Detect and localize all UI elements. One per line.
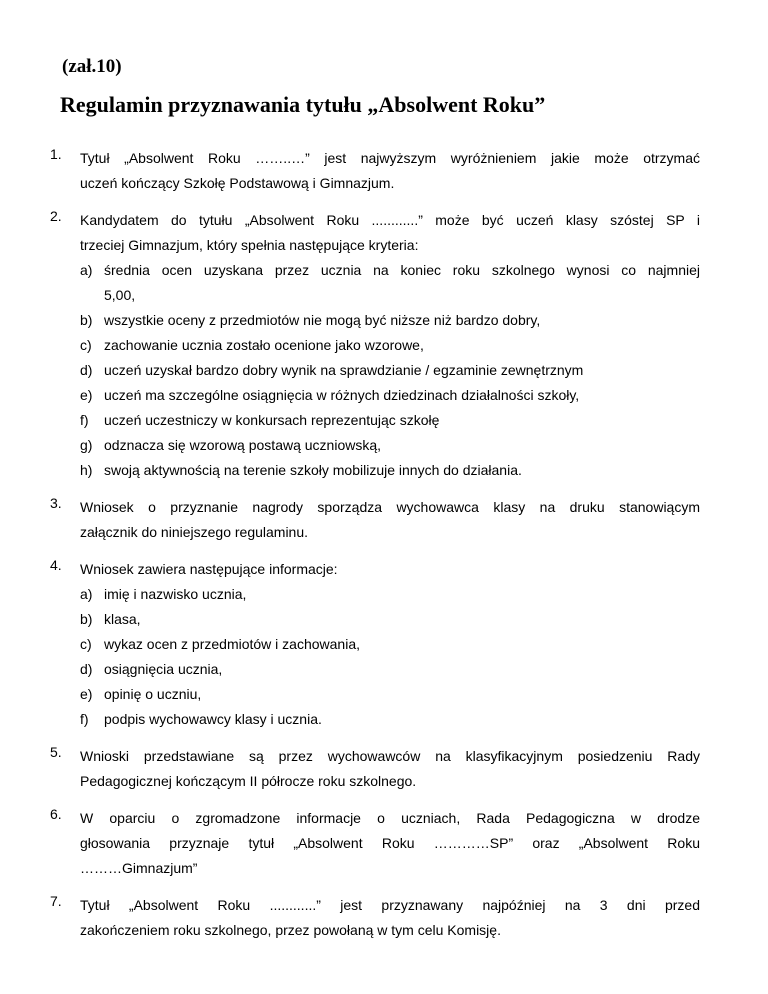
item-text-line: załącznik do niniejszego regulaminu. bbox=[80, 524, 309, 540]
sub-item-letter: a) bbox=[80, 586, 93, 602]
sub-item-body bbox=[104, 258, 700, 308]
sub-item-body bbox=[104, 383, 700, 408]
sub-item-letter: g) bbox=[80, 437, 93, 453]
list-item bbox=[50, 146, 700, 196]
sub-item-letter: e) bbox=[80, 686, 93, 702]
sub-item-body bbox=[104, 607, 700, 632]
sub-item-letter: b) bbox=[80, 611, 93, 627]
sub-item-text-line: średnia ocen uzyskana przez ucznia na koniec roku szkolnego wynosi co najmniej bbox=[104, 262, 700, 278]
sub-item bbox=[80, 308, 700, 333]
sub-item-letter: c) bbox=[80, 337, 92, 353]
sub-item-text-line: uczeń uczestniczy w konkursach reprezentując szkołę bbox=[104, 412, 440, 428]
item-text-line: Tytuł „Absolwent Roku ……..…” jest najwyższym wyróżnieniem jakie może otrzymać bbox=[80, 150, 700, 166]
list-item bbox=[50, 806, 700, 881]
sub-item bbox=[80, 682, 700, 707]
sub-item-letter: h) bbox=[80, 462, 93, 478]
list-item bbox=[50, 495, 700, 545]
sub-item-body bbox=[104, 358, 700, 383]
sub-item bbox=[80, 582, 700, 607]
sub-item-text-line: opinię o uczniu, bbox=[104, 686, 202, 702]
item-text-line: Wniosek o przyznanie nagrody sporządza wychowawca klasy na druku stanowiącym bbox=[80, 499, 700, 515]
sub-item-letter: b) bbox=[80, 312, 93, 328]
sub-item-text-line: zachowanie ucznia zostało ocenione jako wzorowe, bbox=[104, 337, 424, 353]
item-body bbox=[80, 208, 700, 483]
sub-item-body bbox=[104, 308, 700, 333]
sub-item-letter: f) bbox=[80, 711, 89, 727]
sub-item-text-line: uczeń ma szczególne osiągnięcia w różnych dziedzinach działalności szkoły, bbox=[104, 387, 580, 403]
item-text-line: Pedagogicznej kończącym II półrocze roku szkolnego. bbox=[80, 773, 417, 789]
document-title: Regulamin przyznawania tytułu „Absolwent Roku” bbox=[60, 92, 546, 117]
item-body bbox=[80, 146, 700, 196]
sub-item-letter: e) bbox=[80, 387, 93, 403]
sub-item bbox=[80, 458, 700, 483]
item-number: 5. bbox=[50, 744, 62, 760]
list-item bbox=[50, 557, 700, 732]
list-item bbox=[50, 744, 700, 794]
sub-item-body bbox=[104, 632, 700, 657]
sub-item bbox=[80, 607, 700, 632]
sub-item-text-line: swoją aktywnością na terenie szkoły mobilizuje innych do działania. bbox=[104, 462, 522, 478]
sub-item-body bbox=[104, 582, 700, 607]
sub-item-text-line: podpis wychowawcy klasy i ucznia. bbox=[104, 711, 322, 727]
item-text-line: zakończeniem roku szkolnego, przez powołaną w tym celu Komisję. bbox=[80, 922, 501, 938]
sub-item-text-line: imię i nazwisko ucznia, bbox=[104, 586, 247, 602]
item-text-line: Tytuł „Absolwent Roku ............” jest przyznawany najpóźniej na 3 dni przed bbox=[80, 897, 700, 913]
item-number: 2. bbox=[50, 208, 62, 224]
regulation-list bbox=[50, 146, 700, 955]
sub-item-body bbox=[104, 458, 700, 483]
item-body bbox=[80, 557, 700, 732]
sub-item-letter: d) bbox=[80, 661, 93, 677]
item-number: 7. bbox=[50, 893, 62, 909]
item-body bbox=[80, 744, 700, 794]
item-text-line: W oparciu o zgromadzone informacje o uczniach, Rada Pedagogiczna w drodze bbox=[80, 810, 700, 826]
sub-item-body bbox=[104, 408, 700, 433]
item-number: 6. bbox=[50, 806, 62, 822]
sub-item bbox=[80, 333, 700, 358]
sub-item-text-line: wszystkie oceny z przedmiotów nie mogą być niższe niż bardzo dobry, bbox=[104, 312, 541, 328]
item-body bbox=[80, 806, 700, 881]
item-number: 1. bbox=[50, 146, 62, 162]
item-text-line: Wniosek zawiera następujące informacje: bbox=[80, 561, 338, 577]
sub-item bbox=[80, 258, 700, 308]
item-text-line: Wnioski przedstawiane są przez wychowawców na klasyfikacyjnym posiedzeniu Rady bbox=[80, 748, 700, 764]
sub-item-letter: f) bbox=[80, 412, 89, 428]
item-text-line: ………Gimnazjum” bbox=[80, 860, 198, 876]
sub-item bbox=[80, 657, 700, 682]
sub-item bbox=[80, 632, 700, 657]
sub-item-body bbox=[104, 707, 700, 732]
sub-item-letter: d) bbox=[80, 362, 93, 378]
sub-item bbox=[80, 707, 700, 732]
sub-item-text-line: odznacza się wzorową postawą uczniowską, bbox=[104, 437, 382, 453]
sub-item-text-line: 5,00, bbox=[104, 287, 136, 303]
sub-item bbox=[80, 408, 700, 433]
sub-item-body bbox=[104, 682, 700, 707]
item-text-line: trzeciej Gimnazjum, który spełnia następujące kryteria: bbox=[80, 237, 419, 253]
sub-item bbox=[80, 358, 700, 383]
sub-item-text-line: klasa, bbox=[104, 611, 141, 627]
item-body bbox=[80, 495, 700, 545]
item-text-line: uczeń kończący Szkołę Podstawową i Gimnazjum. bbox=[80, 175, 395, 191]
item-body bbox=[80, 893, 700, 943]
sub-item-text-line: uczeń uzyskał bardzo dobry wynik na sprawdzianie / egzaminie zewnętrznym bbox=[104, 362, 584, 378]
sub-item bbox=[80, 433, 700, 458]
attachment-label: (zał.10) bbox=[62, 56, 122, 77]
sub-item-body bbox=[104, 657, 700, 682]
sub-item-body bbox=[104, 333, 700, 358]
item-text-line: Kandydatem do tytułu „Absolwent Roku ............” może być uczeń klasy szóstej SP i bbox=[80, 212, 700, 228]
item-number: 4. bbox=[50, 557, 62, 573]
sub-item bbox=[80, 383, 700, 408]
sub-item-letter: c) bbox=[80, 636, 92, 652]
list-item bbox=[50, 208, 700, 483]
sub-item-text-line: wykaz ocen z przedmiotów i zachowania, bbox=[104, 636, 361, 652]
item-number: 3. bbox=[50, 495, 62, 511]
sub-item-letter: a) bbox=[80, 262, 93, 278]
sub-item-text-line: osiągnięcia ucznia, bbox=[104, 661, 223, 677]
list-item bbox=[50, 893, 700, 943]
item-text-line: głosowania przyznaje tytuł „Absolwent Roku …………SP” oraz „Absolwent Roku bbox=[80, 835, 700, 851]
sub-item-body bbox=[104, 433, 700, 458]
